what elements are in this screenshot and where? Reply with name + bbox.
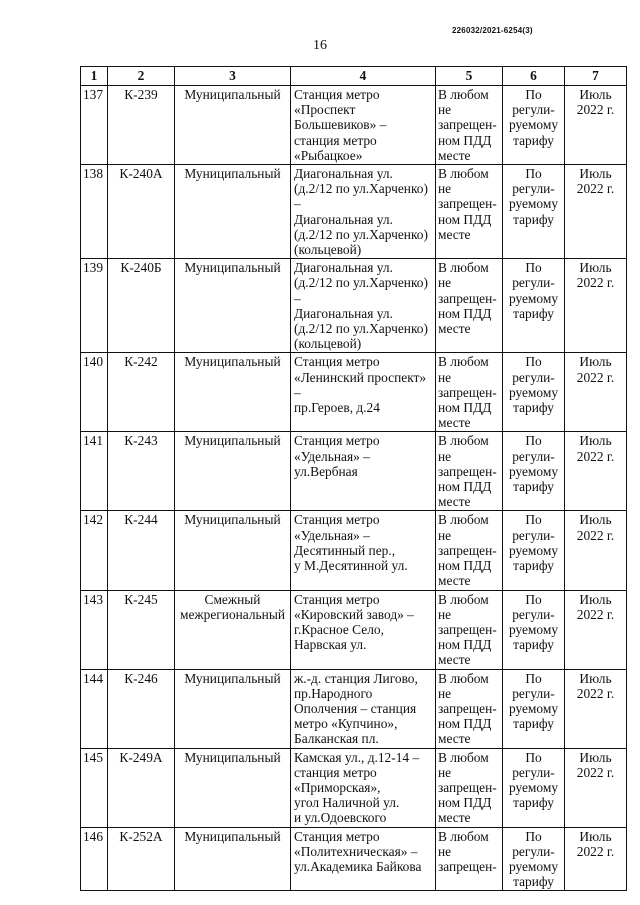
routes-table — [80, 66, 627, 891]
route-type: Муниципальный — [175, 86, 291, 165]
table-row — [81, 511, 627, 590]
start-date: Июль 2022 г. — [565, 259, 627, 353]
stop-mode: В любом не запрещен- ном ПДД месте — [436, 353, 503, 432]
start-date: Июль 2022 г. — [565, 432, 627, 511]
route-path: Диагональная ул. (д.2/12 по ул.Харченко) – Диагональная ул. (д.2/12 по ул.Харченко) (кольцевой) — [291, 165, 436, 259]
table-row — [81, 353, 627, 432]
row-number: 138 — [81, 165, 108, 259]
route-path: Станция метро «Проспект Большевиков» – станция метро «Рыбацкое» — [291, 86, 436, 165]
tariff-type: По регули- руемому тарифу — [503, 827, 565, 891]
route-type: Муниципальный — [175, 669, 291, 748]
route-code: К-239 — [108, 86, 175, 165]
route-type: Муниципальный — [175, 353, 291, 432]
col-header-4: 4 — [291, 67, 436, 86]
route-type: Муниципальный — [175, 827, 291, 891]
table-row — [81, 86, 627, 165]
col-header-3: 3 — [175, 67, 291, 86]
tariff-type: По регули- руемому тарифу — [503, 432, 565, 511]
stop-mode: В любом не запрещен- ном ПДД месте — [436, 590, 503, 669]
tariff-type: По регули- руемому тарифу — [503, 511, 565, 590]
route-code: К-245 — [108, 590, 175, 669]
row-number: 146 — [81, 827, 108, 891]
tariff-type: По регули- руемому тарифу — [503, 165, 565, 259]
start-date: Июль 2022 г. — [565, 165, 627, 259]
start-date: Июль 2022 г. — [565, 827, 627, 891]
row-number: 143 — [81, 590, 108, 669]
tariff-type: По регули- руемому тарифу — [503, 590, 565, 669]
row-number: 142 — [81, 511, 108, 590]
route-code: К-244 — [108, 511, 175, 590]
row-number: 139 — [81, 259, 108, 353]
table-row — [81, 590, 627, 669]
tariff-type: По регули- руемому тарифу — [503, 669, 565, 748]
stop-mode: В любом не запрещен- ном ПДД месте — [436, 86, 503, 165]
stop-mode: В любом не запрещен- ном ПДД месте — [436, 259, 503, 353]
row-number: 141 — [81, 432, 108, 511]
route-code: К-242 — [108, 353, 175, 432]
stop-mode: В любом не запрещен- ном ПДД месте — [436, 165, 503, 259]
stop-mode: В любом не запрещен- ном ПДД месте — [436, 432, 503, 511]
route-code: К-249А — [108, 748, 175, 827]
tariff-type: По регули- руемому тарифу — [503, 748, 565, 827]
route-code: К-240А — [108, 165, 175, 259]
stop-mode: В любом не запрещен- ном ПДД месте — [436, 669, 503, 748]
row-number: 144 — [81, 669, 108, 748]
table-row — [81, 827, 627, 891]
route-type: Муниципальный — [175, 748, 291, 827]
table-header-row — [81, 67, 627, 86]
route-path: ж.-д. станция Лигово, пр.Народного Ополчения – станция метро «Купчино», Балканская пл. — [291, 669, 436, 748]
route-code: К-243 — [108, 432, 175, 511]
route-code: К-240Б — [108, 259, 175, 353]
col-header-6: 6 — [503, 67, 565, 86]
document-id: 226032/2021-6254(3) — [452, 26, 533, 35]
stop-mode: В любом не запрещен- ном ПДД месте — [436, 748, 503, 827]
route-code: К-252А — [108, 827, 175, 891]
row-number: 145 — [81, 748, 108, 827]
start-date: Июль 2022 г. — [565, 353, 627, 432]
table-row — [81, 748, 627, 827]
tariff-type: По регули- руемому тарифу — [503, 259, 565, 353]
route-path: Станция метро «Удельная» – ул.Вербная — [291, 432, 436, 511]
route-type: Муниципальный — [175, 432, 291, 511]
col-header-1: 1 — [81, 67, 108, 86]
table-row — [81, 669, 627, 748]
table-row — [81, 432, 627, 511]
col-header-7: 7 — [565, 67, 627, 86]
route-path: Камская ул., д.12-14 – станция метро «Приморская», угол Наличной ул. и ул.Одоевского — [291, 748, 436, 827]
route-path: Станция метро «Удельная» – Десятинный пер., у М.Десятинной ул. — [291, 511, 436, 590]
route-type: Муниципальный — [175, 259, 291, 353]
route-path: Диагональная ул. (д.2/12 по ул.Харченко) – Диагональная ул. (д.2/12 по ул.Харченко) (кольцевой) — [291, 259, 436, 353]
start-date: Июль 2022 г. — [565, 590, 627, 669]
stop-mode: В любом не запрещен- — [436, 827, 503, 891]
start-date: Июль 2022 г. — [565, 86, 627, 165]
start-date: Июль 2022 г. — [565, 748, 627, 827]
stop-mode: В любом не запрещен- ном ПДД месте — [436, 511, 503, 590]
route-path: Станция метро «Ленинский проспект» – пр.Героев, д.24 — [291, 353, 436, 432]
tariff-type: По регули- руемому тарифу — [503, 86, 565, 165]
row-number: 140 — [81, 353, 108, 432]
table-row — [81, 165, 627, 259]
route-path: Станция метро «Кировский завод» – г.Красное Село, Нарвская ул. — [291, 590, 436, 669]
table-row — [81, 259, 627, 353]
route-code: К-246 — [108, 669, 175, 748]
tariff-type: По регули- руемому тарифу — [503, 353, 565, 432]
col-header-5: 5 — [436, 67, 503, 86]
route-type: Смежный межрегиональный — [175, 590, 291, 669]
route-type: Муниципальный — [175, 511, 291, 590]
route-type: Муниципальный — [175, 165, 291, 259]
row-number: 137 — [81, 86, 108, 165]
col-header-2: 2 — [108, 67, 175, 86]
start-date: Июль 2022 г. — [565, 511, 627, 590]
route-path: Станция метро «Политехническая» – ул.Академика Байкова — [291, 827, 436, 891]
start-date: Июль 2022 г. — [565, 669, 627, 748]
page-number: 16 — [313, 38, 327, 53]
